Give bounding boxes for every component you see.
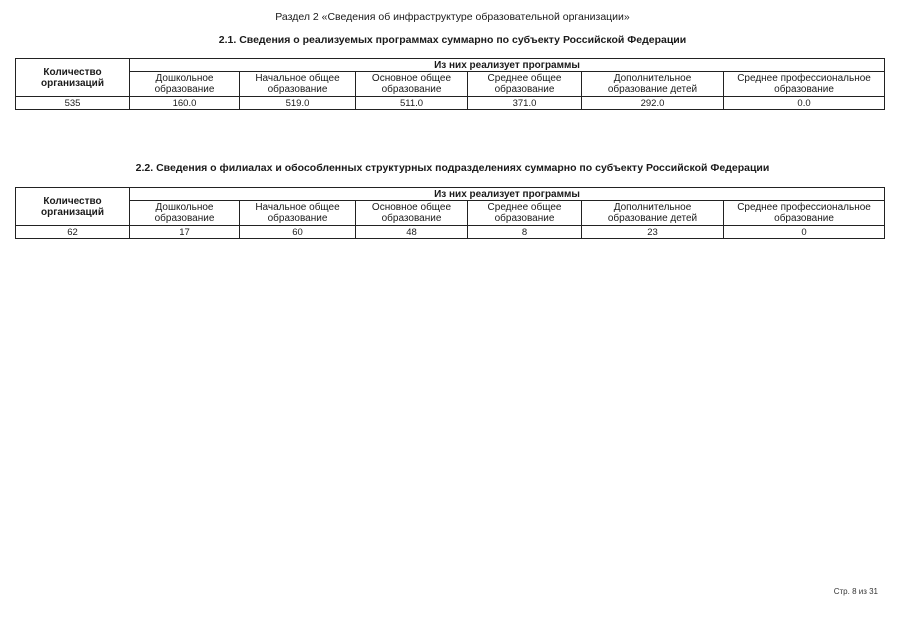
col-header-additional: Дополнительное образование детей xyxy=(582,72,724,97)
cell-vocational: 0 xyxy=(724,226,885,239)
col-header-vocational: Среднее профессиональное образование xyxy=(724,201,885,226)
cell-basic: 48 xyxy=(356,226,468,239)
count-header: Количество организаций xyxy=(16,188,130,226)
group-header: Из них реализует программы xyxy=(130,188,885,201)
section-heading-2-1: 2.1. Сведения о реализуемых программах суммарно по субъекту Российской Федерации xyxy=(218,34,687,46)
cell-basic: 511.0 xyxy=(356,97,468,110)
page-number: Стр. 8 из 31 xyxy=(833,587,878,596)
document-title: Раздел 2 «Сведения об инфраструктуре образовательной организации» xyxy=(275,11,630,23)
cell-vocational: 0.0 xyxy=(724,97,885,110)
col-header-basic: Основное общее образование xyxy=(356,72,468,97)
cell-count: 535 xyxy=(16,97,130,110)
col-header-vocational: Среднее профессиональное образование xyxy=(724,72,885,97)
cell-count: 62 xyxy=(16,226,130,239)
count-header: Количество организаций xyxy=(16,59,130,97)
cell-preschool: 160.0 xyxy=(130,97,240,110)
cell-preschool: 17 xyxy=(130,226,240,239)
cell-additional: 292.0 xyxy=(582,97,724,110)
programs-table xyxy=(15,58,885,110)
col-header-primary: Начальное общее образование xyxy=(240,201,356,226)
cell-additional: 23 xyxy=(582,226,724,239)
table-row xyxy=(16,226,885,239)
group-header: Из них реализует программы xyxy=(130,59,885,72)
col-header-secondary: Среднее общее образование xyxy=(468,72,582,97)
section-heading-2-2: 2.2. Сведения о филиалах и обособленных структурных подразделениях суммарно по субъекту Российской Федерации xyxy=(135,162,770,174)
cell-primary: 60 xyxy=(240,226,356,239)
col-header-basic: Основное общее образование xyxy=(356,201,468,226)
cell-secondary: 371.0 xyxy=(468,97,582,110)
cell-secondary: 8 xyxy=(468,226,582,239)
col-header-additional: Дополнительное образование детей xyxy=(582,201,724,226)
col-header-secondary: Среднее общее образование xyxy=(468,201,582,226)
col-header-preschool: Дошкольное образование xyxy=(130,72,240,97)
col-header-preschool: Дошкольное образование xyxy=(130,201,240,226)
cell-primary: 519.0 xyxy=(240,97,356,110)
branches-table xyxy=(15,187,885,239)
table-row xyxy=(16,97,885,110)
col-header-primary: Начальное общее образование xyxy=(240,72,356,97)
